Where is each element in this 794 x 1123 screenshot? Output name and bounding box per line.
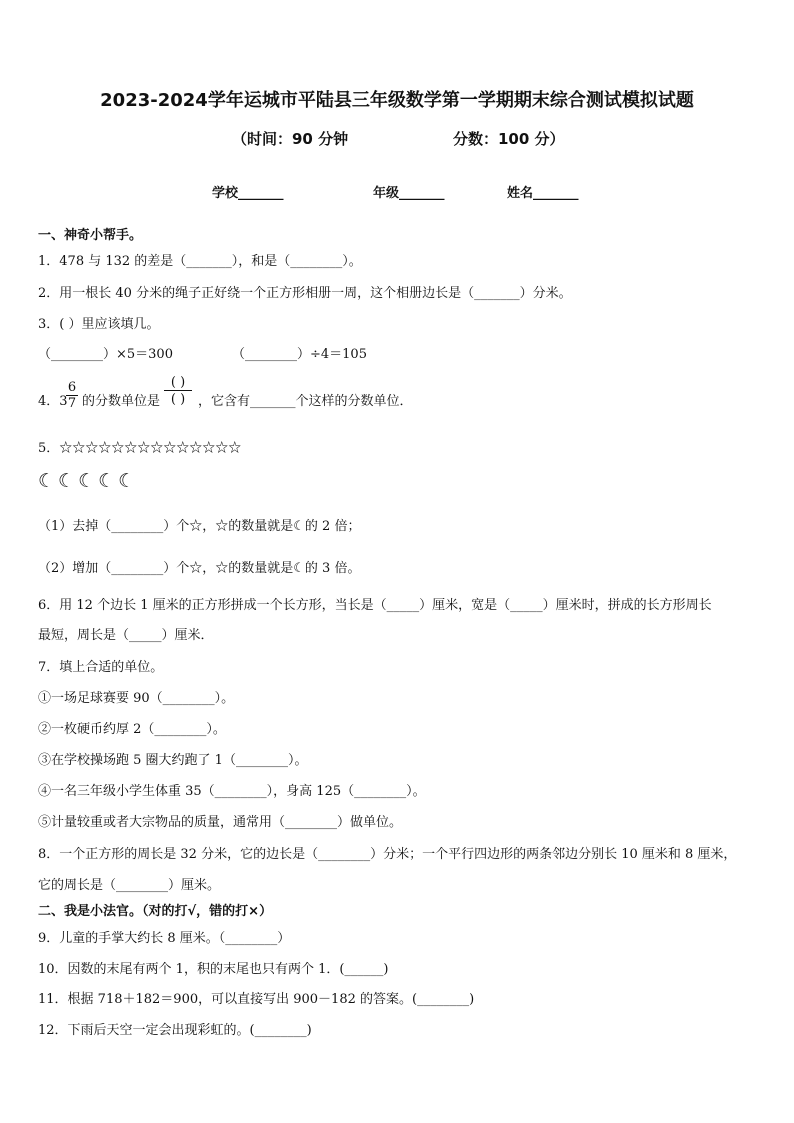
question-3a: （________）×5＝300 [38,347,173,362]
blank-denominator: ( ) [164,390,192,409]
fraction-denominator: 7 [67,396,77,411]
question-3b: （________）÷4＝105 [232,347,367,362]
question-5: 5．☆☆☆☆☆☆☆☆☆☆☆☆☆☆ [38,441,242,456]
moon-icons: ☾☾☾☾☾ [38,470,139,492]
section-2-heading: 二、我是小法官。（对的打√，错的打×） [38,904,273,919]
question-6-line-2: 最短，周长是（_____）厘米． [38,628,214,643]
question-6-line-1: 6．用 12 个边长 1 厘米的正方形拼成一个长方形，当长是（_____）厘米，宽是（_____）厘米时，拼成的长方形周长 [38,598,712,613]
question-1: 1．478 与 132 的差是（_______），和是（________）。 [38,254,362,269]
question-10: 10．因数的末尾有两个 1，积的末尾也只有两个 1．(______) [38,962,389,977]
question-7-item-4: ④一名三年级小学生体重 35（________），身高 125（________）。 [38,784,426,799]
question-12: 12．下雨后天空一定会出现彩虹的。(________) [38,1023,312,1038]
question-7-item-1: ①一场足球赛要 90（________）。 [38,691,235,706]
time-label: （时间：90 分钟 [232,130,349,148]
question-8-line-1: 8．一个正方形的周长是 32 分米，它的边长是（________）分米；一个平行四边形的两条邻边分别长 10 厘米和 8 厘米， [38,847,737,862]
question-4-suffix: ，它含有_______个这样的分数单位． [198,394,413,409]
unit-fraction-blank [164,375,192,409]
question-5-part-2: （2）增加（________）个☆，☆的数量就是☾的 3 倍。 [38,561,361,576]
score-label: 分数：100 分） [453,130,565,148]
question-3: 3．( ）里应该填几。 [38,317,160,332]
question-7-item-3: ③在学校操场跑 5 圈大约跑了 1（________）。 [38,753,308,768]
question-9: 9．儿童的手掌大约长 8 厘米。（________） [38,931,291,946]
question-8-line-2: 它的周长是（________）厘米。 [38,878,221,893]
question-11: 11．根据 718＋182＝900，可以直接写出 900－182 的答案。(________) [38,992,475,1007]
page-title: 2023-2024学年运城市平陆县三年级数学第一学期期末综合测试模拟试题 [100,90,694,111]
fraction-numerator: 6 [67,380,77,395]
question-5-part-1: （1）去掉（________）个☆，☆的数量就是☾的 2 倍； [38,519,361,534]
school-field: 学校_______ [212,186,284,201]
question-7-item-2: ②一枚硬币约厚 2（________）。 [38,722,226,737]
question-4-prefix: 4．3 [38,394,68,409]
question-2: 2．用一根长 40 分米的绳子正好绕一个正方形相册一周，这个相册边长是（_______）分米。 [38,286,572,301]
question-4-mid: 的分数单位是 [82,394,161,409]
section-1-heading: 一、神奇小帮手。 [38,228,143,243]
name-field: 姓名_______ [507,186,579,201]
question-7-item-5: ⑤计量较重或者大宗物品的质量，通常用（________）做单位。 [38,815,403,830]
question-7: 7．填上合适的单位。 [38,660,164,675]
grade-field: 年级_______ [373,186,445,201]
blank-numerator: ( ) [170,375,186,390]
mixed-fraction [66,380,78,412]
